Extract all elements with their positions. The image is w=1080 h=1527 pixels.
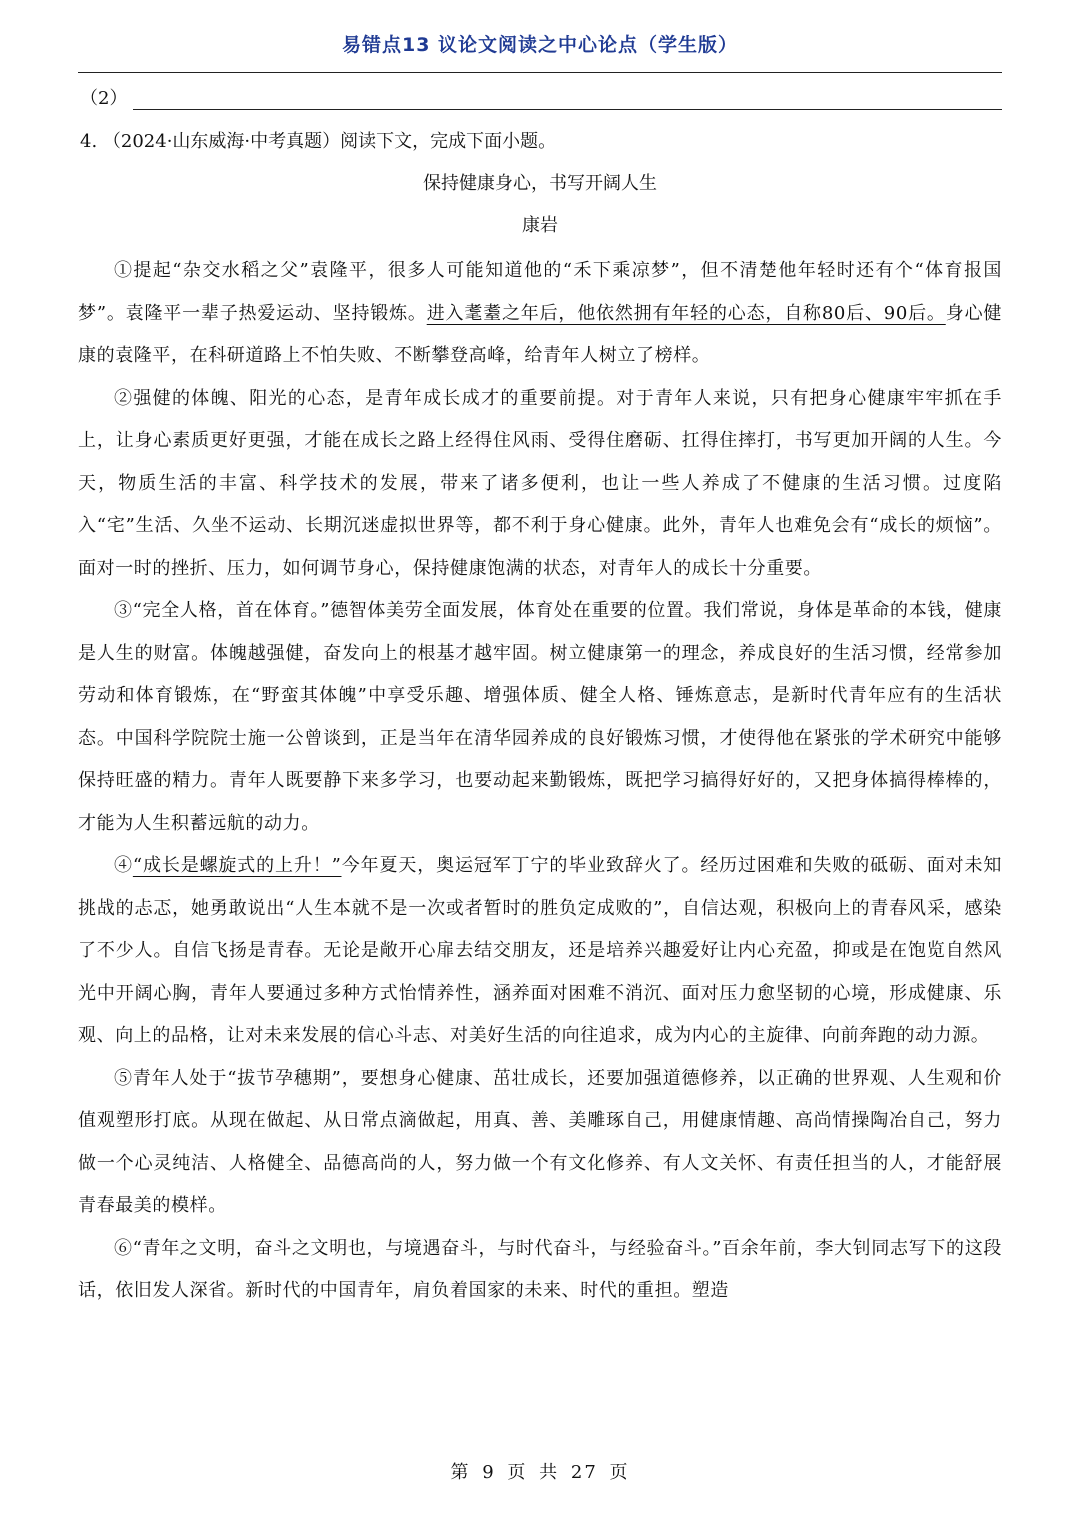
footer-prefix: 第 xyxy=(450,1462,471,1483)
paragraph-4-rest: 今年夏天，奥运冠军丁宁的毕业致辞火了。经历过困难和失败的砥砺、面对未知挑战的忐忑，她勇敢说出“人生本就不是一次或者暂时的胜负定成败的”，自信达观，积极向上的青春风采，感染了不少人。自信飞扬是青春。无论是敞开心扉去结交朋友，还是培养兴趣爱好让内心充盈，抑或是在饱览自然风光中开阔心胸，青年人要通过多种方式怡情养性，涵养面对困难不消沉、面对压力愈坚韧的心境，形成健康、乐观、向上的品格，让对未来发展的信心斗志、对美好生活的向往追求，成为内心的主旋律、向前奔跑的动力源。 xyxy=(78,855,1002,1046)
paragraph-2: ②强健的体魄、阳光的心态，是青年成长成才的重要前提。对于青年人来说，只有把身心健康牢牢抓在手上，让身心素质更好更强，才能在成长之路上经得住风雨、受得住磨砺、扛得住摔打，书写更加开阔的人生。今天，物质生活的丰富、科学技术的发展，带来了诸多便利，也让一些人养成了不健康的生活习惯。过度陷入“宅”生活、久坐不运动、长期沉迷虚拟世界等，都不利于身心健康。此外，青年人也难免会有“成长的烦恼”。面对一时的挫折、压力，如何调节身心，保持健康饱满的状态，对青年人的成长十分重要。 xyxy=(78,387,1002,579)
paragraph-6: ⑥“青年之文明，奋斗之文明也，与境遇奋斗，与时代奋斗，与经验奋斗。”百余年前，李大钊同志写下的这段话，依旧发人深省。新时代的中国青年，肩负着国家的未来、时代的重担。塑造 xyxy=(78,1237,1002,1301)
paragraph-3: ③“完全人格，首在体育。”德智体美劳全面发展，体育处在重要的位置。我们常说，身体是革命的本钱，健康是人生的财富。体魄越强健，奋发向上的根基才越牢固。树立健康第一的理念，养成良好的生活习惯，经常参加劳动和体育锻炼，在“野蛮其体魄”中享受乐趣、增强体质、健全人格、锤炼意志，是新时代青年应有的生活状态。中国科学院院士施一公曾谈到，正是当年在清华园养成的良好锻炼习惯，才使得他在紧张的学术研究中能够保持旺盛的精力。青年人既要静下来多学习，也要动起来勤锻炼，既把学习搞得好好的，又把身体搞得棒棒的，才能为人生积蓄远航的动力。 xyxy=(78,600,1002,834)
answer-blank[interactable] xyxy=(133,89,1002,110)
footer-total-pages: 27 xyxy=(570,1462,598,1483)
answer-line-2[interactable] xyxy=(80,86,1002,112)
paragraph-1-part-b: 身心健康的袁隆平，在科研道路上不怕失败、不断攀登高峰，给青年人树立了榜样。 xyxy=(78,302,1002,366)
header-divider xyxy=(78,72,1002,73)
paragraph-1 xyxy=(78,250,1002,378)
footer-page-number: 9 xyxy=(482,1462,496,1483)
underlined-sentence-4: “成长是螺旋式的上升！” xyxy=(132,855,342,876)
paragraph-5: ⑤青年人处于“拔节孕穗期”，要想身心健康、茁壮成长，还要加强道德修养，以正确的世界观、人生观和价值观塑形打底。从现在做起、从日常点滴做起，用真、善、美雕琢自己，用健康情趣、高尚情操陶冶自己，努力做一个心灵纯洁、人格健全、品德高尚的人，努力做一个有文化修养、有人文关怀、有责任担当的人，才能舒展青春最美的模样。 xyxy=(78,1067,1002,1216)
paragraph-4-number: ④ xyxy=(114,855,133,876)
paragraph-1-part-a: ①提起“杂交水稻之父”袁隆平，很多人可能知道他的“禾下乘凉梦”，但不清楚他年轻时还有个“体育报国梦”。袁隆平一辈子热爱运动、坚持锻炼。 xyxy=(78,260,1002,324)
underlined-sentence-1: 进入耄耋之年后，他依然拥有年轻的心态，自称80后、90后。 xyxy=(426,302,946,324)
answer-label: （2） xyxy=(80,88,128,109)
essay-title: 保持健康身心，书写开阔人生 xyxy=(423,173,657,194)
footer-mid2: 共 xyxy=(539,1462,560,1483)
paragraph-4 xyxy=(78,845,1002,1058)
footer-suffix: 页 xyxy=(609,1462,630,1483)
page-footer xyxy=(0,1458,1080,1484)
footer-mid1: 页 xyxy=(507,1462,528,1483)
essay-author: 康岩 xyxy=(522,215,558,236)
essay-body xyxy=(78,250,1002,1313)
question-intro: 4. （2024·山东威海·中考真题）阅读下文，完成下面小题。 xyxy=(80,131,557,152)
header-title: 易错点13 议论文阅读之中心论点（学生版） xyxy=(341,34,739,56)
